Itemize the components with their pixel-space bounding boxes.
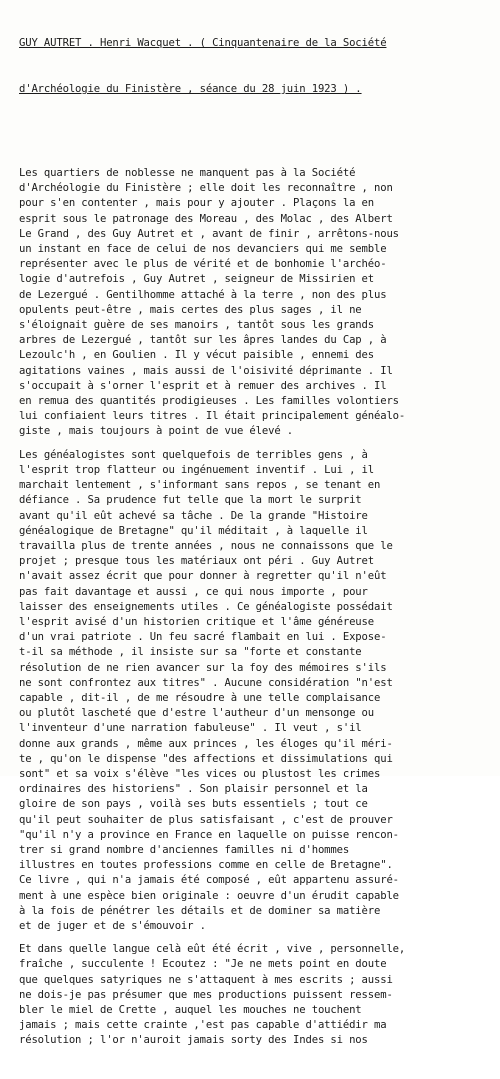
text-line: te , qu'on le dispense "des affections et dissimulations qui (19, 752, 393, 765)
text-line: agitations vaines , mais aussi de l'oisivité déprimante . Il (19, 364, 393, 377)
typed-text-body (19, 6, 495, 1079)
text-line: n'avait assez écrit que pour donner à regretter qu'il n'eût (19, 570, 387, 583)
text-line: ment à une espèce bien originale : oeuvre d'un érudit capable (19, 889, 399, 902)
text-line: projet ; presque tous les matériaux ont péri . Guy Autret (19, 555, 374, 568)
text-line: trer si grand nombre d'anciennes familles ni d'hommes (19, 843, 350, 856)
text-line: ne sont confrontez aux titres" . Aucune considération "n'est (19, 676, 393, 689)
text-line: avant qu'il eût achevé sa tâche . De la grande "Histoire (19, 509, 368, 522)
text-line: lui confiaient leurs titres . Il était principalement généalo- (19, 410, 406, 423)
text-line: travailla plus de trente années , nous ne connaissons que le (19, 539, 393, 552)
header-line-1: GUY AUTRET . Henri Wacquet . ( Cinquantenaire de la Société (19, 37, 387, 50)
text-line: opulents peut-être , mais certes des plus sages , il ne (19, 303, 362, 316)
text-line: laisser des enseignements utiles . Ce généalogiste possédait (19, 600, 393, 613)
text-line: à la fois de pénétrer les détails et de dominer sa matière (19, 904, 381, 917)
text-line: ne dois-je pas présumer que mes productions puissent ressem- (19, 988, 393, 1001)
text-line: représenter avec le plus de vérité et de bonhomie l'archéo- (19, 258, 387, 271)
paragraph-gap (19, 440, 495, 448)
text-line: capable , dit-il , de me résoudre à une telle complaisance (19, 691, 381, 704)
text-line: arbres de Lezergué , tantôt sur les âpres landes du Cap , à (19, 334, 387, 347)
text-line: ordinaires des historiens" . Son plaisir personnel et la (19, 783, 368, 796)
text-line: s'éloignait guère de ses manoirs , tantôt sous les grands (19, 319, 374, 332)
text-line: l'inventeur d'une narration fabuleuse" . Il veut , s'il (19, 722, 362, 735)
paragraph (19, 448, 495, 935)
text-line: bler le miel de Crette , auquel les mouches ne touchent (19, 1004, 362, 1016)
text-line: généalogique de Bretagne" qu'il méditait , à laquelle il (19, 524, 368, 537)
header-line-2: d'Archéologie du Finistère , séance du 28 juin 1923 ) . (19, 83, 362, 96)
paragraph (19, 942, 495, 1048)
text-line: que quelques satyriques ne s'attaquent à mes escrits ; aussi (19, 973, 393, 986)
text-line: Les quartiers de noblesse ne manquent pas à la Société (19, 167, 356, 180)
text-line: résolution ; l'or n'auroit jamais sorty des Indes si nos (19, 1034, 368, 1047)
text-line: ou plutôt lascheté que d'estre l'autheur d'un mensonge ou (19, 707, 374, 720)
text-line: s'occupait à s'orner l'esprit et à remuer des archives . Il (19, 379, 387, 392)
text-line: t-il sa méthode , il insiste sur sa "forte et constante (19, 646, 362, 659)
text-line: logie d'autrefois , Guy Autret , seigneur de Missirien et (19, 273, 374, 286)
text-line: un instant en face de celui de nos devanciers qui me semble (19, 243, 387, 256)
text-line: marchait lentement , s'informant sans repos , se tenant en (19, 479, 381, 492)
text-line: jamais ; mais cette crainte ,'est pas capable d'attiédir ma (19, 1019, 387, 1032)
text-line: l'esprit trop flatteur ou ingénuement inventif . Lui , il (19, 463, 374, 476)
spacer (19, 128, 495, 136)
text-line: illustres en toutes professions comme en celle de Bretagne". (19, 859, 393, 872)
text-line: fraîche , succulente ! Ecoutez : "Je ne mets point en doute (19, 958, 387, 971)
paragraph-gap (19, 934, 495, 942)
text-line: l'esprit avisé d'un historien critique et l'âme généreuse (19, 615, 374, 628)
text-line: sont" et sa voix s'élève "les vices ou plustost les crimes (19, 767, 381, 780)
text-line: giste , mais toujours à point de vue élevé . (19, 425, 294, 438)
text-line: donne aux grands , même aux princes , les éloges qu'il méri- (19, 737, 393, 750)
text-line: qu'il peut souhaiter de plus satisfaisant , c'est de prouver (19, 813, 393, 826)
text-line: défiance . Sa prudence fut telle que la mort le surprit (19, 494, 362, 507)
text-line: Et dans quelle langue celà eût été écrit , vive , personnelle, (19, 943, 406, 956)
text-line: pour s'en contenter , mais pour y ajouter . Plaçons la en (19, 197, 374, 210)
text-line: pas fait davantage et aussi , ce qui nous importe , pour (19, 585, 368, 598)
text-line: Le Grand , des Guy Autret et , avant de finir , arrêtons-nous (19, 227, 399, 240)
text-line: Ce livre , qui n'a jamais été composé , eût appartenu assuré- (19, 874, 399, 887)
text-line: de Lezergué . Gentilhomme attaché à la terre , non des plus (19, 288, 387, 301)
text-line: esprit sous le patronage des Moreau , des Molac , des Albert (19, 212, 393, 225)
text-line: d'un vrai patriote . Un feu sacré flambait en lui . Expose- (19, 631, 387, 644)
text-line: Lezoulc'h , en Goulien . Il y vécut paisible , ennemi des (19, 349, 374, 362)
text-line: Les généalogistes sont quelquefois de terribles gens , à (19, 448, 368, 461)
text-line: en remua des quantités prodigieuses . Les familles volontiers (19, 395, 399, 408)
text-line: et de juger et de s'émouvoir . (19, 919, 206, 932)
text-line: "qu'il n'y a province en France en laquelle on puisse rencon- (19, 828, 399, 841)
text-line: d'Archéologie du Finistère ; elle doit les reconnaître , non (19, 182, 393, 195)
body-paragraphs (19, 166, 495, 1049)
text-line: gloire de son pays , voilà ses buts essentiels ; tout ce (19, 798, 368, 811)
text-line: résolution de ne rien avancer sur la foy des mémoires s'ils (19, 661, 387, 674)
paragraph (19, 166, 495, 440)
